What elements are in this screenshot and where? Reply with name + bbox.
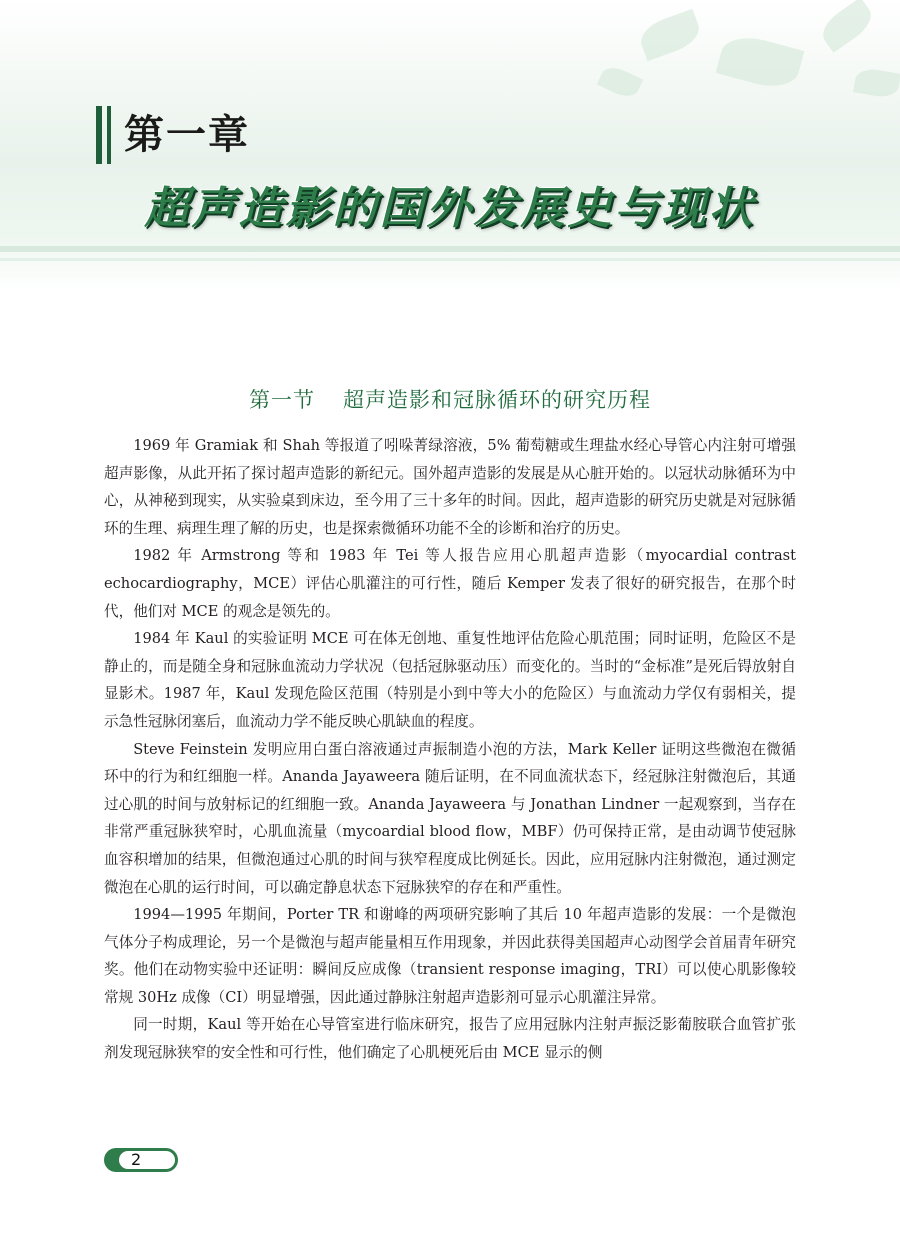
paragraph: 1984 年 Kaul 的实验证明 MCE 可在体无创地、重复性地评估危险心肌范围；同时证明，危险区不是静止的，而是随全身和冠脉血流动力学状况（包括冠脉驱动压）而变化的。当时的“金标准”是死后锝放射自显影术。1987 年，Kaul 发现危险区范围（特别是小到中等大小的危险区）与血流动力学仅有弱相关，提示急性冠脉闭塞后，血流动力学不能反映心肌缺血的程度。 xyxy=(104,630,796,730)
paragraph: 同一时期，Kaul 等开始在心导管室进行临床研究，报告了应用冠脉内注射声振泛影葡胺联合血管扩张剂发现冠脉狭窄的安全性和可行性，他们确定了心肌梗死后由 MCE 显示的侧 xyxy=(104,1016,796,1062)
decorative-leaf-icon xyxy=(716,30,805,93)
chapter-marker-bar xyxy=(107,106,111,164)
paragraph: 1982 年 Armstrong 等和 1983 年 Tei 等人报告应用心肌超声造影（myocardial contrast echocardiography，MCE）评估心肌灌注的可行性，随后 Kemper 发表了很好的研究报告，在那个时代，他们对 MCE 的观念是领先的。 xyxy=(104,547,796,620)
decorative-leaf-icon xyxy=(636,9,704,61)
chapter-marker-bar xyxy=(96,106,102,164)
chapter-label: 第一章 xyxy=(124,112,250,158)
paragraph: Steve Feinstein 发明应用白蛋白溶液通过声振制造小泡的方法，Mark Keller 证明这些微泡在微循环中的行为和红细胞一样。Ananda Jayaweera 随后证明，在不同血流状态下，经冠脉注射微泡后，其通过心肌的时间与放射标记的红细胞一致。Ananda Jayaweera 与 Jonathan Lindner 一起观察到，当存在非常严重冠脉狭窄时，心肌血流量（mycoardial blood flow，MBF）仍可保持正常，是由动调节使冠脉血容积增加的结果，但微泡通过心肌的时间与狭窄程度成比例延长。因此，应用冠脉内注射微泡，通过测定微泡在心肌的运行时间，可以确定静息状态下冠脉狭窄的存在和严重性。 xyxy=(104,740,796,896)
section-title: 超声造影和冠脉循环的研究历程 xyxy=(343,388,651,412)
decorative-leaf-icon xyxy=(816,0,877,53)
page-number: 2 xyxy=(118,1150,176,1170)
decorative-leaf-icon xyxy=(597,63,643,102)
paragraph: 1969 年 Gramiak 和 Shah 等报道了吲哚菁绿溶液，5% 葡萄糖或生理盐水经心导管心内注射可增强超声影像，从此开拓了探讨超声造影的新纪元。国外超声造影的发展是从心脏开始的。以冠状动脉循环为中心，从神秘到现实，从实验桌到床边，至今用了三十多年的时间。因此，超声造影的研究历史就是对冠脉循环的生理、病理生理了解的历史，也是探索微循环功能不全的诊断和治疗的历史。 xyxy=(104,437,796,537)
section-heading xyxy=(0,384,900,414)
chapter-title: 超声造影的国外发展史与现状 xyxy=(144,183,756,234)
decorative-stripe xyxy=(0,246,900,252)
section-number: 第一节 xyxy=(249,388,315,412)
page-number-badge xyxy=(104,1148,178,1172)
decorative-stripe xyxy=(0,258,900,261)
paragraph: 1994—1995 年期间，Porter TR 和谢峰的两项研究影响了其后 10 年超声造影的发展：一个是微泡气体分子构成理论，另一个是微泡与超声能量相互作用现象，并因此获得美国超声心动图学会首届青年研究奖。他们在动物实验中还证明：瞬间反应成像（transient response imaging，TRI）可以使心肌影像较常规 30Hz 成像（CI）明显增强，因此通过静脉注射超声造影剂可显示心肌灌注异常。 xyxy=(104,906,796,1006)
body-text xyxy=(104,432,796,1067)
decorative-leaf-icon xyxy=(853,66,900,99)
